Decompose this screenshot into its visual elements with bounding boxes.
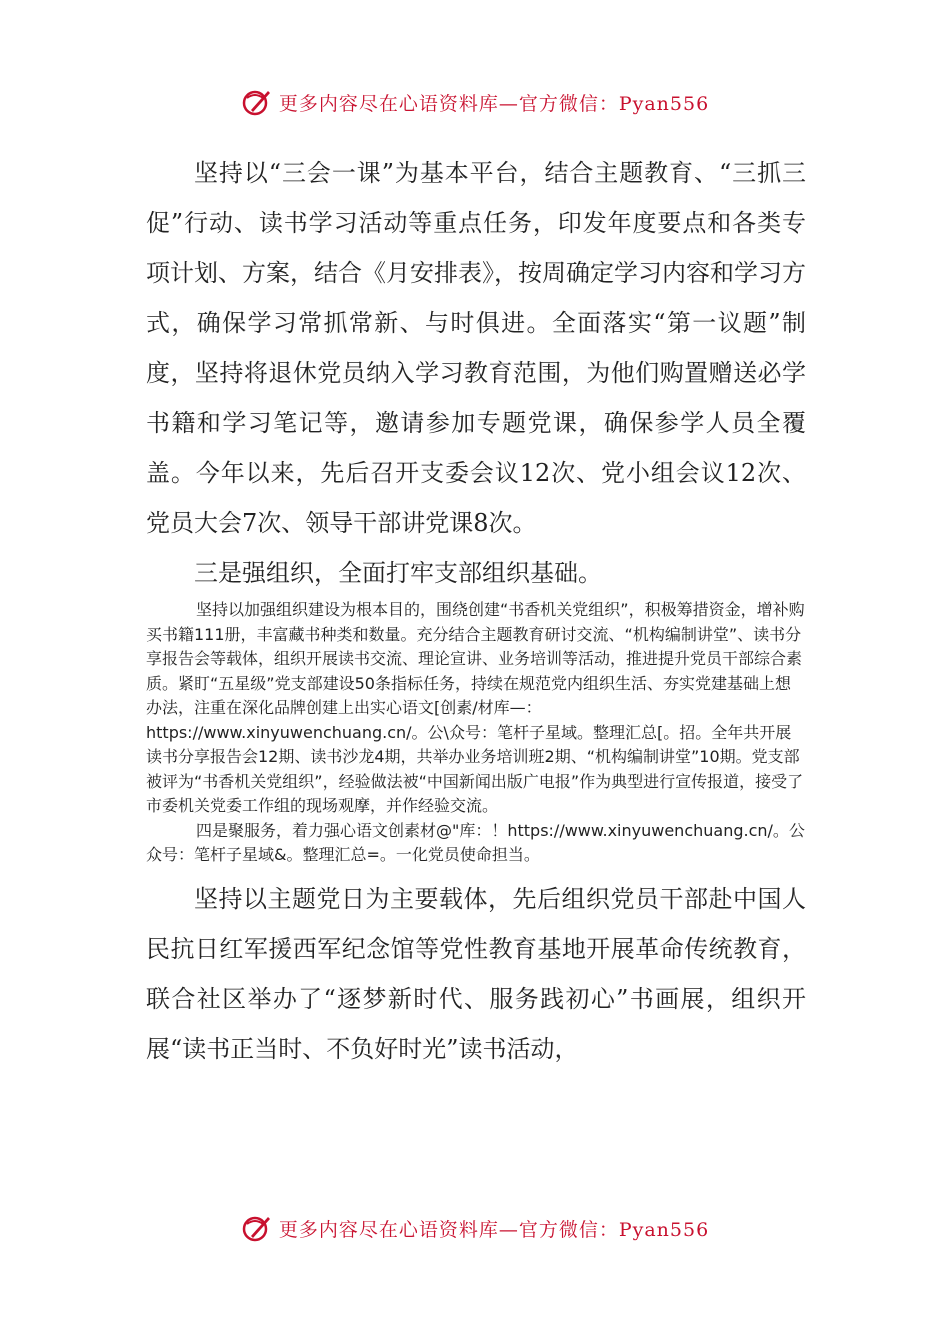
paragraph-3: 四是聚服务，着力强心语文创素材@"库：！https://www.xinyuwenchuang.cn/。公众号：笔杆子星域&。整理汇总=。一化党员使命担当。 (146, 820, 805, 864)
banner-text: 更多内容尽在心语资料库—官方微信：Pyan556 (278, 1218, 710, 1241)
document-body (146, 148, 806, 1074)
paragraph-1: 坚持以“三会一课”为基本平台，结合主题教育、“三抓三促”行动、读书学习活动等重点任务，印发年度要点和各类专项计划、方案，结合《月安排表》，按周确定学习内容和学习方式，确保学习常抓常新、与时俱进。全面落实“第一议题”制度，坚持将退休党员纳入学习教育范围，为他们购置赠送必学书籍和学习笔记等，邀请参加专题党课，确保参学人员全覆盖。今年以来，先后召开支委会议12次、党小组会议12次、党员大会7次、领导干部讲党课8次。 (146, 159, 806, 537)
paragraph-2: 坚持以加强组织建设为根本目的，围绕创建“书香机关党组织”，积极筹措资金，增补购买书籍111册，丰富藏书种类和数量。充分结合主题教育研讨交流、“机构编制讲堂”、读书分享报告会等载体，组织开展读书交流、理论宣讲、业务培训等活动，推进提升党员干部综合素质。紧盯“五星级”党支部建设50条指标任务，持续在规范党内组织生活、夯实党建基础上想办法，注重在深化品牌创建上出实心语文[创素/材库—：https://www.xinyuwenchuang.cn/。公\众号：笔杆子星域。整理汇总[。招。全年共开展读书分享报告会12期、读书沙龙4期，共举办业务培训班2期、“机构编制讲堂”10期。党支部被评为“书香机关党组织”，经验做法被“中国新闻出版广电报”作为典型进行宣传报道，接受了市委机关党委工作组的现场观摩，并作经验交流。 (146, 600, 805, 815)
header-banner (0, 86, 950, 126)
pen-logo-icon (241, 86, 273, 118)
pen-logo-icon (241, 1212, 273, 1244)
paragraph-4: 坚持以主题党日为主要载体，先后组织党员干部赴中国人民抗日红军援西军纪念馆等党性教育基地开展革命传统教育，联合社区举办了“逐梦新时代、服务践初心”书画展，组织开展“读书正当时、不负好时光”读书活动， (146, 884, 806, 1063)
section-heading-3: 三是强组织，全面打牢支部组织基础。 (194, 559, 602, 587)
footer-banner (0, 1212, 950, 1252)
banner-text: 更多内容尽在心语资料库—官方微信：Pyan556 (278, 92, 710, 115)
